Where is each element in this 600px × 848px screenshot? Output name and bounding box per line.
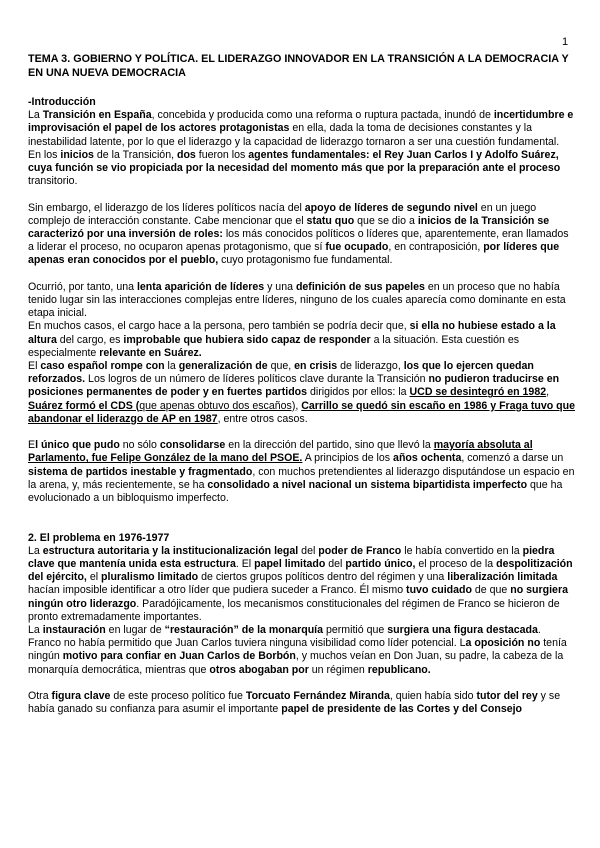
paragraph-gap [28,518,576,531]
text-run: dirigidos por ellos: la [307,386,410,399]
paragraph [28,281,576,321]
text-run: Suárez formó el CDS ( [28,399,140,412]
text-run: , entre otros casos. [217,412,308,425]
text-run: apoyo de líderes de segundo nivel [304,201,478,214]
text-run: piedra clave que mantenía unida esta estructura [28,544,555,571]
paragraph [28,149,576,189]
text-run: consolidado a nivel nacional un sistema bipartidista imperfecto [207,478,528,491]
text-run: y se había ganado su confianza para asumir el importante [28,690,561,716]
text-run: Torcuato Fernández Miranda [245,690,390,703]
text-run: pluralismo limitado [101,571,199,584]
paragraph [28,439,576,505]
text-run: 2. El problema en 1976-1977 [28,531,170,544]
text-run: que se dio a [354,214,418,227]
text-run: el proceso de la [415,558,497,571]
paragraph-gap [28,677,576,690]
text-run: de este proceso político fue [110,690,246,703]
text-run: . Paradójicamente, los mecanismos constitucionales del régimen de Franco se hicieron de pronto extremadamente importantes. [28,597,560,623]
text-run: , comenzó a darse un [461,452,564,465]
text-run: de la Transición, [93,148,177,161]
text-run: agentes fundamentales: el Rey Juan Carlos I y Adolfo Suárez, cuya función se vio propiciada por la necesidad del momento más que por la preparación ante el proceso [28,148,561,175]
text-run: Transición en España [42,109,152,122]
paragraph [28,109,576,149]
text-run: que, [267,360,295,373]
document-body [28,52,576,716]
text-run: el [86,571,102,584]
text-run: transitorio. [28,175,78,188]
text-run: generalización de [178,360,268,373]
text-run: , [295,399,302,412]
text-run: que ha evolucionado a un bibloquismo imperfecto. [28,478,563,505]
text-run: “restauración” de la monarquía [164,624,324,637]
text-run: la [164,360,179,373]
text-run: del [298,544,319,557]
text-run: consolidarse [159,439,226,452]
text-run: en ella, dada la toma de decisiones constantes y la inestabilidad latente, por lo que el liderazgo y la capacidad de liderazgo tornaron a ser una cuestión fundamental. [28,122,560,148]
text-run: Los logros de un número de líderes políticos clave durante la Transición [85,373,429,386]
text-run: Ocurrió, por tanto, una [28,280,137,293]
text-run: l único que pudo [35,439,120,452]
text-run: , y muchos veían en Don Juan, su padre, la cabeza de la monarquía democrática, mientras que [28,650,564,676]
text-run: liberalización limitada [447,571,558,584]
text-run: por líderes que apenas eran conocidos por el pueblo, [28,241,560,267]
text-run: definición de sus papeles [295,280,425,293]
text-run: UCD se desintegró en 1982 [409,386,547,399]
text-run: a oposición no [465,637,541,650]
text-run: a la situación. Esta cuestión es especialmente [28,333,520,359]
text-run: Sin embargo, el liderazgo de los líderes políticos nacía del [28,201,305,214]
text-run: . Franco no había permitido que Juan Carlos tuviera ninguna visibilidad como líder potencial. L [28,624,541,650]
page-number: 1 [562,36,569,48]
text-run: en lugar de [105,624,165,637]
text-run: años ochenta [393,452,462,465]
section-heading [28,532,576,545]
text-run: partido único, [345,558,416,571]
section-heading [28,96,576,109]
text-run: papel de presidente de las Cortes y del Consejo [281,703,523,716]
text-run: sistema de partidos inestable y fragmentado [28,465,253,478]
text-run: tenía ningún [28,637,567,663]
text-run: poder de Franco [318,544,402,557]
text-run: los que lo ejercen quedan reforzados. [28,360,534,386]
text-run: en la dirección del partido, sino que llevó la [225,439,434,452]
text-run: republicano. [367,663,431,676]
text-run: que apenas obtuvo dos escaños) [139,399,296,412]
text-run: E [28,439,36,452]
text-run: tuvo cuidado [406,584,472,597]
text-run: motivo para confiar en Juan Carlos de Borbón [62,650,296,663]
text-run: El [28,360,41,373]
text-run: no surgiera ningún otro liderazgo [28,584,568,610]
text-run: La [28,109,43,122]
text-run: La [28,624,43,637]
text-run: no sólo [119,439,160,452]
paragraph [28,320,576,360]
text-run: tutor del rey [476,690,538,703]
text-run: La [28,544,43,557]
paragraph [28,360,576,426]
paragraph [28,690,576,716]
text-run: , concebida y producida como una reforma o ruptura pactada, inundó de [151,109,494,122]
paragraph-gap [28,268,576,281]
text-run: en un proceso que no había tenido lugar sin las interacciones complejas entre líderes, ninguno de los cuales aparecía como dominante en esta etapa inicial. [28,280,566,320]
text-run: lenta aparición de líderes [136,280,265,293]
text-run: permitió que [323,624,388,637]
text-run: si ella no hubiese estado a la altura [28,320,556,346]
paragraph-gap [28,505,576,518]
text-run: surgiera una figura destacada [387,624,538,637]
text-run: , [546,386,550,399]
text-run: fueron los [195,148,249,161]
text-run: del [325,558,346,571]
text-run: incertidumbre e improvisación el papel de los actores protagonistas [28,109,574,135]
paragraph [28,624,576,677]
text-run: , quien había sido [389,690,477,703]
paragraph-gap [28,188,576,201]
text-run: A principios de los [302,452,394,465]
text-run: y una [264,280,296,293]
text-run: Carrillo se quedó sin escaño en 1986 y Fraga tuvo que abandonar el liderazgo de AP en 1987 [28,399,575,425]
text-run: . El [235,558,255,571]
paragraph [28,545,576,624]
paragraph [28,202,576,268]
text-run: en crisis [294,360,338,373]
text-run: cuyo protagonismo fue fundamental. [218,254,393,267]
text-run: caso español rompe con [40,360,165,373]
text-run: mayoría absoluta al Parlamento, fue Felipe González de la mano del PSOE. [28,439,533,465]
text-run: relevante en Suárez. [99,346,202,359]
document-blocks [28,96,576,716]
text-run: Otra [28,690,52,703]
text-run: En muchos casos, el cargo hace a la persona, pero también se podría decir que, [28,320,410,333]
text-run: otros abogaban por [209,663,309,676]
text-run: papel limitado [254,558,326,571]
text-run: instauración [42,624,106,637]
text-run: dos [176,148,196,161]
text-run: -Introducción [28,96,96,108]
text-run: , en contraposición, [388,241,484,254]
text-run: inicios [60,148,94,161]
text-run: un régimen [308,663,368,676]
text-run: inicios de la Transición se caracterizó por una inversión de roles: [28,214,550,241]
text-run: improbable que hubiera sido capaz de responder [123,333,371,346]
paragraph-gap [28,426,576,439]
document-title: TEMA 3. GOBIERNO Y POLÍTICA. EL LIDERAZGO INNOVADOR EN LA TRANSICIÓN A LA DEMOCRACIA Y EN UNA NUEVA DEMOCRACIA [28,53,569,79]
text-run: hacían imposible identificar a otro líder que pudiera suceder a Franco. Él mismo [28,584,407,597]
text-run: statu quo [306,214,355,227]
text-run: figura clave [51,690,111,703]
text-run: de ciertos grupos políticos dentro del régimen y una [198,571,448,584]
text-run: no pudieron traducirse en posiciones permanentes de poder y en fuertes partidos [28,373,560,399]
text-run: del cargo, es [56,333,124,346]
text-run: , con muchos pretendientes al liderazgo disputándose un espacio en la arena, y, más recientemente, se ha [28,465,575,491]
text-run: En los [28,148,61,161]
text-run: le había convertido en la [401,544,523,557]
text-run: de liderazgo, [337,360,404,373]
text-run: de que [471,584,511,597]
text-run: los más conocidos políticos o líderes que, aparentemente, eran llamados a liderar el proceso, no ocuparon apenas protagonismo, que sí [28,228,569,254]
text-run: fue ocupado [325,241,389,254]
text-run: estructura autoritaria y la institucionalización legal [42,544,299,557]
text-run: despolitización del ejército, [28,558,573,584]
text-run: en un juego complejo de interacción constante. Cabe mencionar que el [28,201,537,227]
